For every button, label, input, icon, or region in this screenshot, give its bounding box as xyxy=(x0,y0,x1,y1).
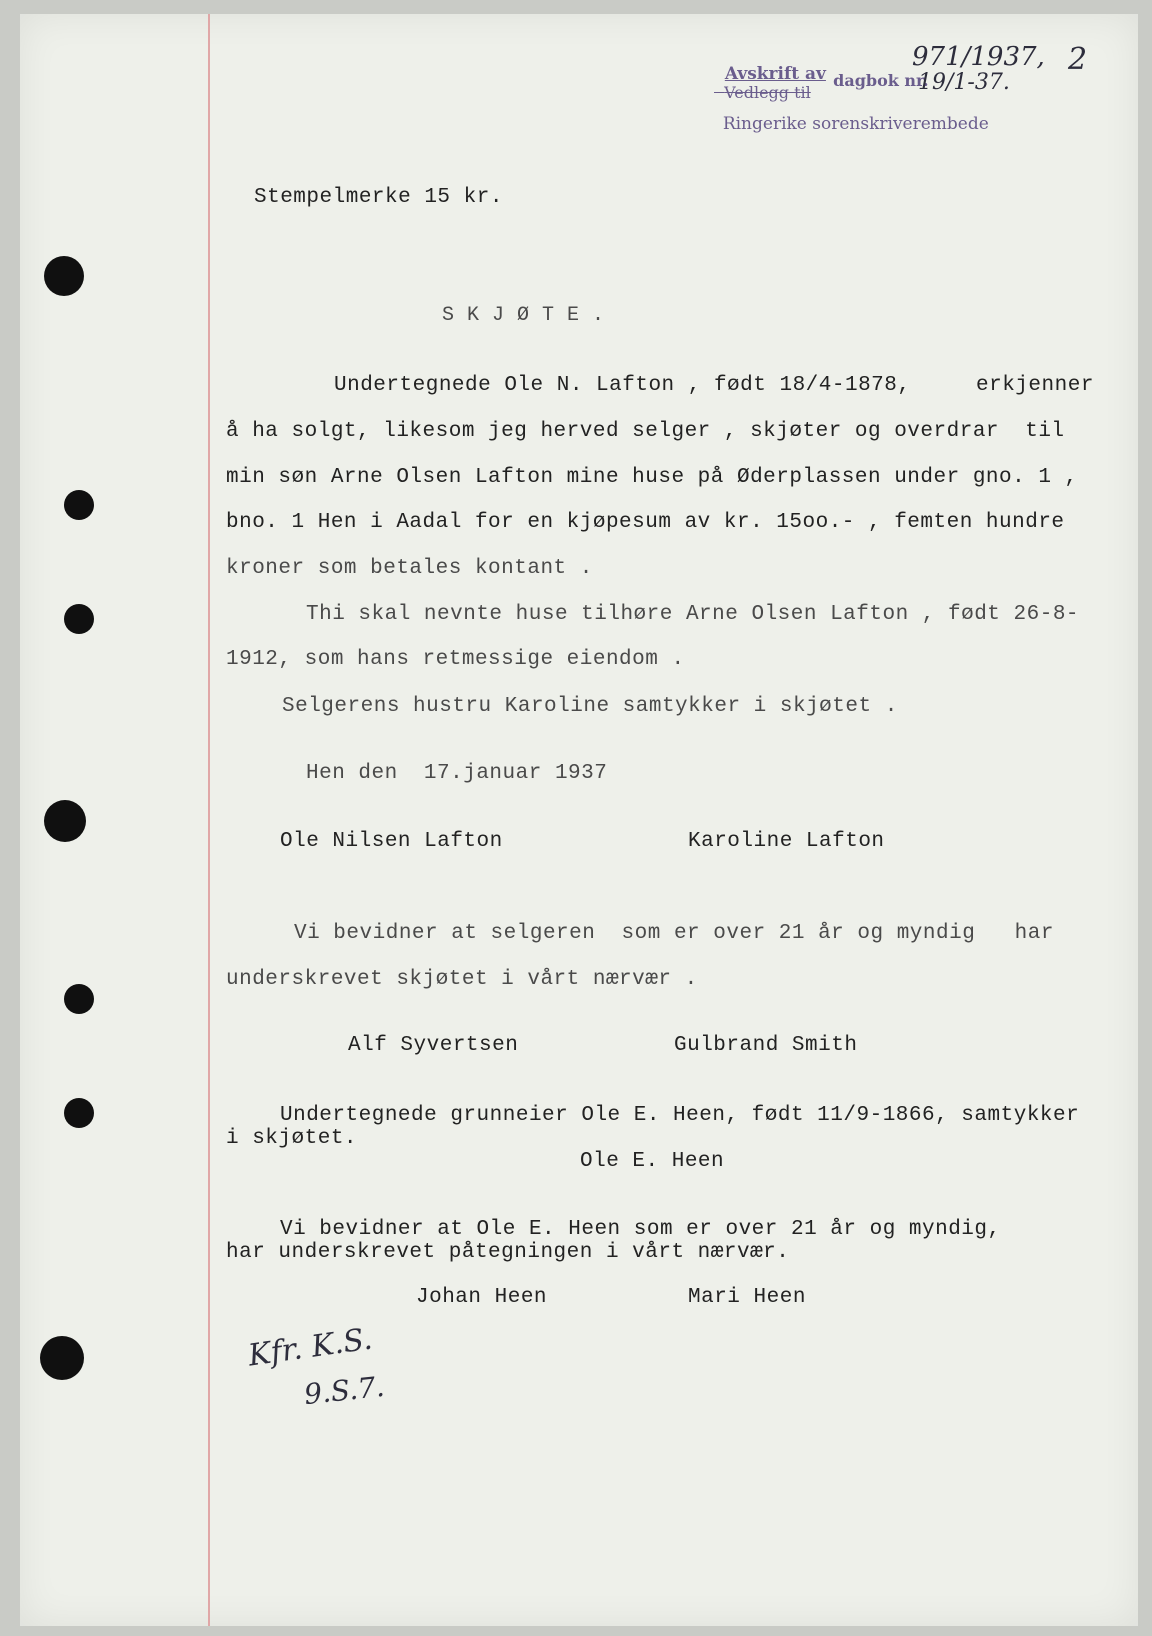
handwritten-initials-2: 9.S.7. xyxy=(302,1369,387,1412)
witness-statement-line-2: underskrevet skjøtet i vårt nærvær . xyxy=(226,968,698,991)
document-page xyxy=(20,14,1138,1626)
stamp-suffix-text: dagbok nr. xyxy=(833,71,929,90)
consent-line-1: Undertegnede grunneier Ole E. Heen, født 11/9-1866, samtykker xyxy=(280,1104,1080,1127)
punch-hole xyxy=(44,256,84,296)
witness2-statement-line-1: Vi bevidner at Ole E. Heen som er over 21 år og myndig, xyxy=(280,1218,1001,1241)
paragraph-1-line-2: å ha solgt, likesom jeg herved selger , skjøter og overdrar til xyxy=(226,420,1065,443)
witness2-signature-1: Johan Heen xyxy=(416,1286,548,1309)
paragraph-3: Selgerens hustru Karoline samtykker i skjøtet . xyxy=(282,695,898,718)
paragraph-1-line-3: min søn Arne Olsen Lafton mine huse på Øderplassen under gno. 1 , xyxy=(226,466,1078,489)
paragraph-2-line-1: Thi skal nevnte huse tilhøre Arne Olsen Lafton , født 26-8- xyxy=(306,603,1080,626)
document-title: S K J Ø T E . xyxy=(442,304,605,327)
stamp-office: Ringerike sorenskriverembede xyxy=(722,114,989,134)
stamp-fee: Stempelmerke 15 kr. xyxy=(254,186,503,209)
punch-hole xyxy=(64,490,94,520)
witness2-signature-2: Mari Heen xyxy=(688,1286,806,1309)
punch-hole xyxy=(40,1336,84,1380)
punch-hole xyxy=(64,604,94,634)
punch-hole xyxy=(64,1098,94,1128)
witness-statement-line-1: Vi bevidner at selgeren som er over 21 år og myndig har xyxy=(294,922,1054,945)
paragraph-2-line-2: 1912, som hans retmessige eiendom . xyxy=(226,648,685,671)
punch-hole xyxy=(44,800,86,842)
handwritten-page-number: 2 xyxy=(1068,42,1088,77)
consent-signer: Ole E. Heen xyxy=(580,1150,725,1173)
witness-signature-2: Gulbrand Smith xyxy=(674,1034,858,1057)
place-and-date: Hen den 17.januar 1937 xyxy=(306,762,608,785)
stamp-line-2 xyxy=(712,94,989,134)
consent-line-2: i skjøtet. xyxy=(226,1127,358,1150)
paragraph-1-line-4: bno. 1 Hen i Aadal for en kjøpesum av kr. 15oo.- , femten hundre xyxy=(226,511,1065,534)
seller-signature-2: Karoline Lafton xyxy=(688,830,885,853)
paragraph-1-line-1: Undertegnede Ole N. Lafton , født 18/4-1878, erkjenner xyxy=(334,374,1094,397)
handwritten-entry-date: 19/1-37. xyxy=(918,70,1010,95)
witness-signature-1: Alf Syvertsen xyxy=(348,1034,519,1057)
seller-signature-1: Ole Nilsen Lafton xyxy=(280,830,503,853)
handwritten-entry-number: 971/1937, xyxy=(912,42,1045,72)
stamp-struck: Vedlegg til xyxy=(724,83,811,102)
handwritten-initials-1: Kfr. K.S. xyxy=(246,1321,375,1374)
paragraph-1-line-5: kroner som betales kontant . xyxy=(226,557,593,580)
witness2-statement-line-2: har underskrevet påtegningen i vårt nærvær. xyxy=(226,1241,790,1264)
margin-line xyxy=(208,14,210,1626)
punch-hole xyxy=(64,984,94,1014)
stamp-prefix: Avskrift av xyxy=(724,64,826,84)
